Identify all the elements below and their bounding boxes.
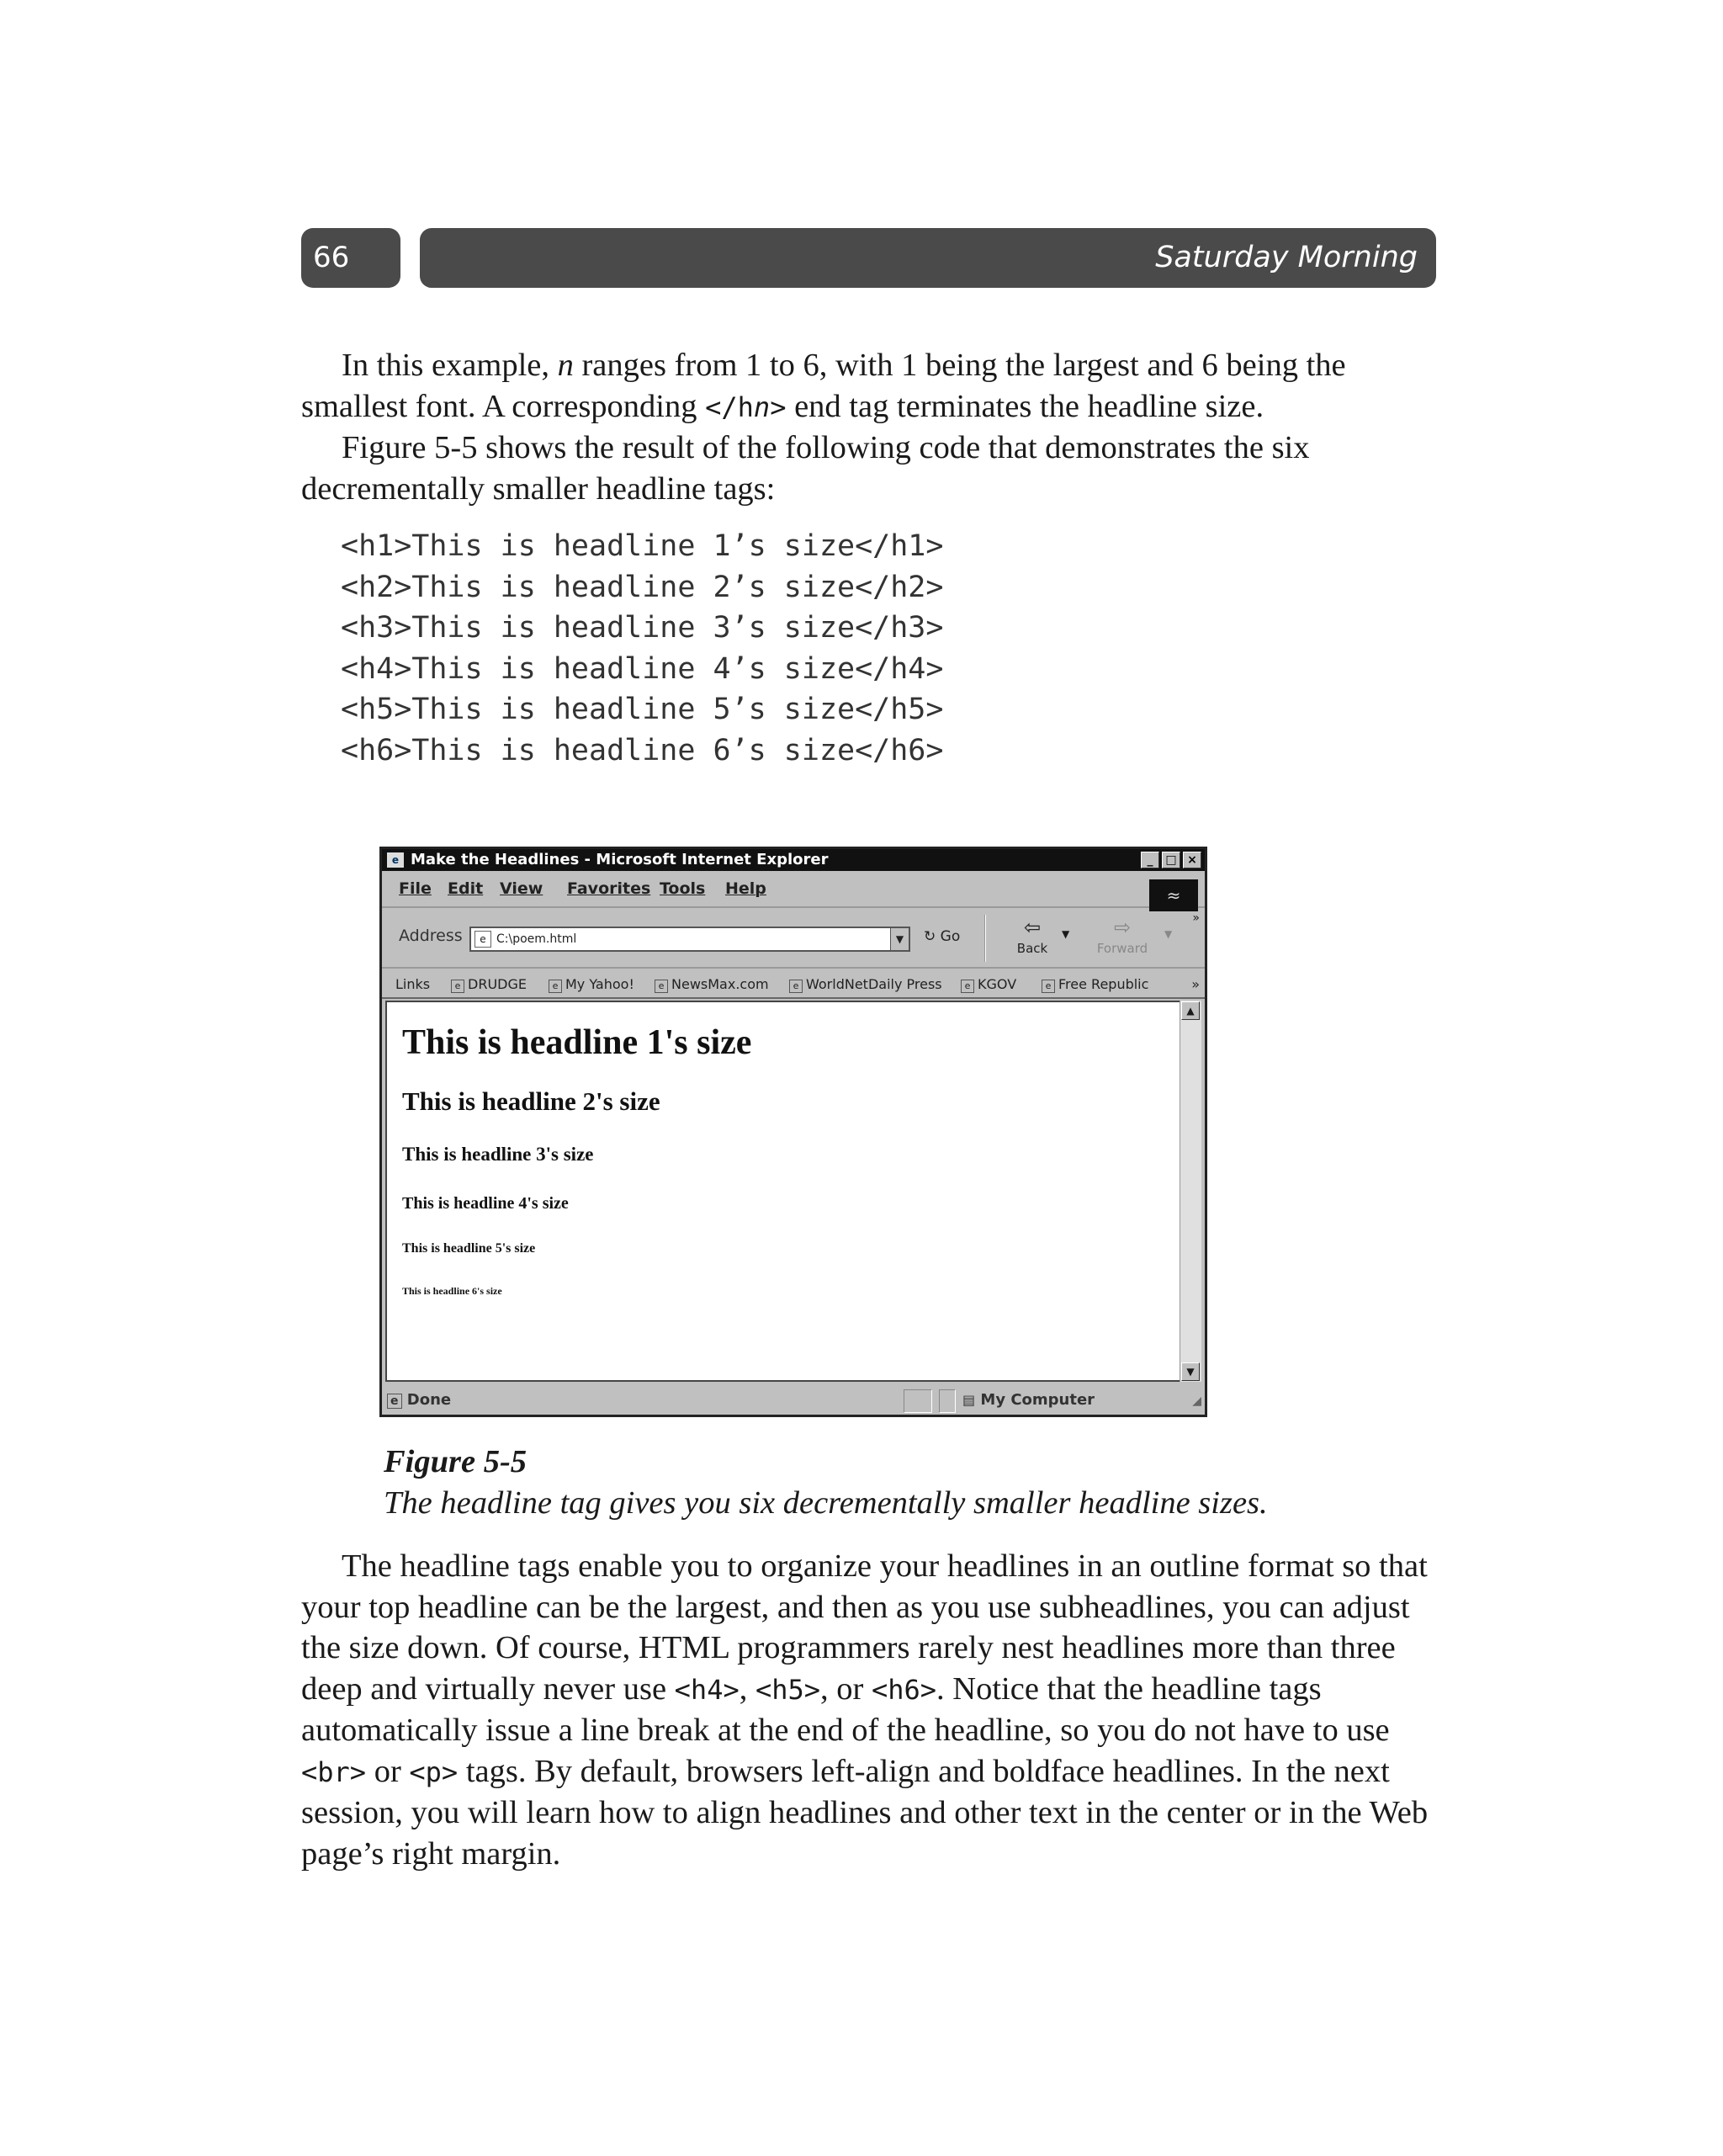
- back-label: Back: [1016, 941, 1048, 956]
- link-item[interactable]: e My Yahoo!: [549, 976, 634, 993]
- menu-tools[interactable]: Tools: [660, 879, 706, 898]
- intro-text: [301, 345, 1441, 509]
- figure-caption: [384, 1442, 1268, 1523]
- window-title: Make the Headlines - Microsoft Internet Explorer: [411, 851, 829, 868]
- vertical-scrollbar[interactable]: [1180, 1001, 1201, 1382]
- headline-1: This is headline 1's size: [402, 1023, 752, 1062]
- back-button[interactable]: [1003, 915, 1062, 957]
- go-button[interactable]: [924, 928, 960, 945]
- menu-bar: [382, 871, 1205, 908]
- links-toolbar: [382, 970, 1205, 999]
- menu-view[interactable]: View: [500, 879, 543, 898]
- menu-file[interactable]: File: [399, 879, 432, 898]
- link-item[interactable]: e WorldNetDaily Press: [789, 976, 942, 993]
- headline-4: This is headline 4's size: [402, 1194, 569, 1213]
- figure-number: Figure 5-5: [384, 1444, 528, 1479]
- body-text: [301, 1546, 1441, 1874]
- ie-logo-icon: ≈: [1149, 879, 1198, 911]
- links-more-icon[interactable]: »: [1191, 976, 1200, 992]
- code-block: [341, 526, 943, 771]
- status-bar: [382, 1388, 1205, 1415]
- headline-3: This is headline 3's size: [402, 1144, 594, 1165]
- running-header: [420, 228, 1436, 288]
- page-icon: e: [387, 1394, 402, 1409]
- status-zone: ▤ My Computer: [962, 1391, 1095, 1409]
- status-panel: [939, 1389, 956, 1413]
- code-line: <h1>This is headline 1’s size</h1>: [341, 529, 944, 563]
- section-title: Saturday Morning: [1155, 241, 1418, 274]
- address-label: Address: [399, 927, 463, 945]
- address-value: C:\poem.html: [496, 932, 577, 946]
- title-bar: [382, 849, 1205, 871]
- forward-button[interactable]: [1089, 915, 1156, 957]
- menu-help[interactable]: Help: [725, 879, 766, 898]
- code-line: <h4>This is headline 4’s size</h4>: [341, 651, 944, 686]
- headline-2: This is headline 2's size: [402, 1086, 660, 1116]
- status-done: e Done: [387, 1391, 451, 1409]
- link-item[interactable]: e NewsMax.com: [655, 976, 769, 993]
- page-icon: e: [474, 931, 491, 948]
- minimize-icon[interactable]: _: [1141, 852, 1159, 868]
- back-dropdown-icon[interactable]: ▼: [1062, 928, 1070, 940]
- forward-arrow-icon: ⇨: [1113, 916, 1132, 939]
- forward-dropdown-icon[interactable]: ▼: [1164, 928, 1173, 940]
- link-page-icon: e: [789, 980, 803, 993]
- links-label: Links: [395, 976, 431, 992]
- link-page-icon: e: [961, 980, 974, 993]
- link-page-icon: e: [655, 980, 668, 993]
- headline-5: This is headline 5's size: [402, 1241, 536, 1256]
- resize-grip-icon[interactable]: ◢: [1192, 1394, 1201, 1408]
- ie-page-icon: e: [387, 852, 404, 868]
- link-page-icon: e: [549, 980, 562, 993]
- address-input[interactable]: [469, 927, 910, 952]
- intro-paragraph-1: In this example, n ranges from 1 to 6, with 1 being the largest and 6 being the smallest font. A corresponding </hn> end tag terminates the headline size.: [301, 348, 1346, 424]
- scroll-up-icon[interactable]: ▲: [1181, 1001, 1200, 1020]
- code-line: <h3>This is headline 3’s size</h3>: [341, 611, 944, 645]
- code-line: <h5>This is headline 5’s size</h5>: [341, 693, 944, 726]
- menu-favorites[interactable]: Favorites: [567, 879, 651, 898]
- forward-label: Forward: [1096, 941, 1148, 956]
- link-item[interactable]: e Free Republic: [1042, 976, 1148, 993]
- toolbar-more-icon[interactable]: »: [1192, 911, 1200, 925]
- toolbar-divider: [984, 915, 986, 962]
- menu-edit[interactable]: Edit: [448, 879, 484, 898]
- scroll-down-icon[interactable]: ▼: [1181, 1362, 1200, 1381]
- close-icon[interactable]: ×: [1183, 852, 1201, 868]
- code-line: <h6>This is headline 6’s size</h6>: [341, 733, 944, 767]
- address-toolbar: [382, 910, 1205, 969]
- link-page-icon: e: [451, 980, 464, 993]
- page-content: [385, 1001, 1183, 1382]
- back-arrow-icon: ⇦: [1023, 916, 1042, 939]
- maximize-icon[interactable]: □: [1162, 852, 1180, 868]
- computer-icon: ▤: [962, 1392, 976, 1408]
- code-line: <h2>This is headline 2’s size</h2>: [341, 570, 944, 604]
- figure-caption-text: The headline tag gives you six decrementally smaller headline sizes.: [384, 1484, 1268, 1521]
- intro-paragraph-2: Figure 5-5 shows the result of the following code that demonstrates the six decrementally smaller headline tags:: [301, 430, 1310, 507]
- body-paragraph: The headline tags enable you to organize your headlines in an outline format so that your top headline can be the largest, and then as you use subheadlines, you can adjust the size down. Of course, HTML programmers rarely nest headlines more than three deep and virtually never use <h4>, <h5>, or <h6>. Notice that the headline tags automatically issue a line break at the end of the headline, so you do not have to use <br> or <p> tags. By default, browsers left-align and boldface headlines. In the next session, you will learn how to align headlines and other text in the center or in the Web page’s right margin.: [301, 1548, 1429, 1872]
- chevron-down-icon[interactable]: ▼: [890, 928, 909, 950]
- status-panel: [904, 1389, 932, 1413]
- page-number: 66: [301, 228, 400, 288]
- browser-window: [379, 847, 1207, 1417]
- go-arrow-icon: ↻: [924, 928, 936, 945]
- link-item[interactable]: e DRUDGE: [451, 976, 527, 993]
- link-item[interactable]: e KGOV: [961, 976, 1016, 993]
- go-label: Go: [940, 928, 961, 945]
- headline-6: This is headline 6's size: [402, 1285, 502, 1297]
- link-page-icon: e: [1042, 980, 1055, 993]
